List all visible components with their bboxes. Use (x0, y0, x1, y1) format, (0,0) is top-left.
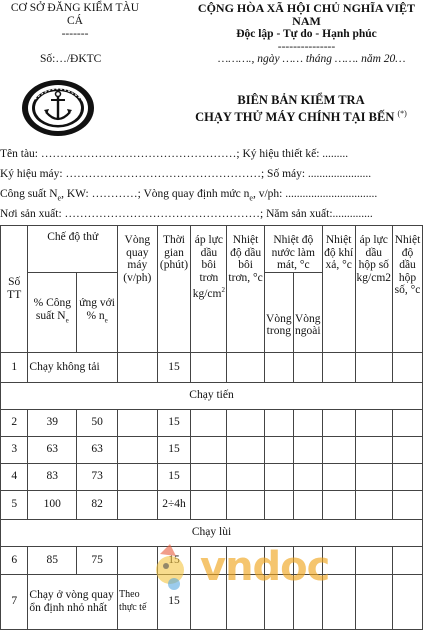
date-line: ………., ngày …… tháng ……. năm 20… (218, 53, 406, 65)
row6-stt: 6 (1, 546, 28, 574)
row2-pct: 39 (28, 409, 77, 436)
motto: Độc lập - Tự do - Hạnh phúc (236, 28, 377, 40)
title-line1: BIÊN BẢN KIỂM TRA (237, 93, 365, 107)
org-dashes: ------- (61, 28, 89, 40)
header-mode: Chế độ thử (28, 226, 118, 273)
registry-seal-icon (20, 78, 96, 138)
row5-stt: 5 (1, 490, 28, 519)
org-header (0, 2, 150, 41)
header-mode-pct: % Công suất $N_e$ (28, 272, 77, 352)
country-name: CỘNG HÒA XÃ HỘI CHỦ NGHĨA VIỆT NAM (197, 1, 416, 28)
table-row (1, 409, 423, 436)
header-mode-ne: ứng với % $n_e$ (77, 272, 118, 352)
row3-pct: 63 (28, 436, 77, 463)
header-rpm: Vòng quay máy (v/ph) (118, 226, 158, 353)
row2-stt: 2 (1, 409, 28, 436)
row5-pct: 100 (28, 490, 77, 519)
table-row (1, 490, 423, 519)
title-line2: CHẠY THỬ MÁY CHÍNH TẠI BẾN (*) (195, 109, 407, 125)
table-row (1, 436, 423, 463)
row6-ne: 75 (77, 546, 118, 574)
section-reverse: Chạy lùi (1, 519, 423, 546)
row5-ne: 82 (77, 490, 118, 519)
table-row (1, 463, 423, 490)
org-name-line1: CƠ SỞ ĐĂNG KIỂM TÀU (10, 2, 140, 14)
table-row (1, 352, 423, 382)
document-title (186, 93, 416, 124)
header-coolant: Nhiệt độ nước làm mát, °c (264, 226, 322, 273)
header-gear-pressure: áp lực dầu hộp số kg/cm2 (355, 226, 393, 353)
row7-stt: 7 (1, 574, 28, 629)
row3-ne: 63 (77, 436, 118, 463)
row1-time: 15 (157, 352, 191, 382)
header-oil-pressure: áp lực dầu bôi trơn $kg/cm^2$ (191, 226, 227, 353)
header-gear-temp: Nhiệt độ dầu hộp số, °c (393, 226, 423, 353)
header-oil-temp: Nhiệt độ dầu bôi trơn, °c (227, 226, 264, 353)
title-note: (*) (397, 109, 407, 118)
watermark-text: vndoc (200, 544, 330, 590)
header-coolant-in: Vòng trong (264, 272, 293, 352)
field-ship-name: Tên tàu: ……………………………………………; Ký hiệu thiết kế: ......... (0, 148, 349, 160)
row1-label: Chạy không tải (28, 352, 118, 382)
row4-stt: 4 (1, 463, 28, 490)
row3-stt: 3 (1, 436, 28, 463)
row2-ne: 50 (77, 409, 118, 436)
header-coolant-out: Vòng ngoài (293, 272, 322, 352)
field-power-rpm: Công suất $N_e$, KW: …………; Vòng quay định mức $n_e$, v/ph: ................................ (0, 188, 378, 203)
document-number: Số:…/ĐKTC (40, 53, 102, 65)
row5-time: 2÷4h (157, 490, 191, 519)
national-header (190, 2, 423, 54)
row7-label: Chạy ở vòng quay ổn định nhỏ nhất (28, 574, 118, 629)
row4-ne: 73 (77, 463, 118, 490)
org-name-line2: CÁ (67, 15, 83, 27)
row3-time: 15 (157, 436, 191, 463)
header-time: Thời gian (phút) (157, 226, 191, 353)
motto-dashes: --------------- (277, 41, 336, 53)
row4-pct: 83 (28, 463, 77, 490)
row2-time: 15 (157, 409, 191, 436)
field-engine-model: Ký hiệu máy: ……………………………………………; Số máy: ...................... (0, 168, 372, 180)
field-manufacturer: Nơi sản xuất: ……………………………………………; Năm sản xuất:.............. (0, 208, 373, 220)
row7-rpm: Theo thực tế (118, 574, 158, 629)
row6-pct: 85 (28, 546, 77, 574)
header-stt: Số TT (1, 226, 28, 353)
row1-stt: 1 (1, 352, 28, 382)
section-forward: Chạy tiến (1, 382, 423, 409)
header-exhaust: Nhiệt độ khí xả, °c (322, 226, 355, 353)
watermark (148, 540, 348, 596)
row7-time: 15 (157, 574, 191, 629)
row4-time: 15 (157, 463, 191, 490)
